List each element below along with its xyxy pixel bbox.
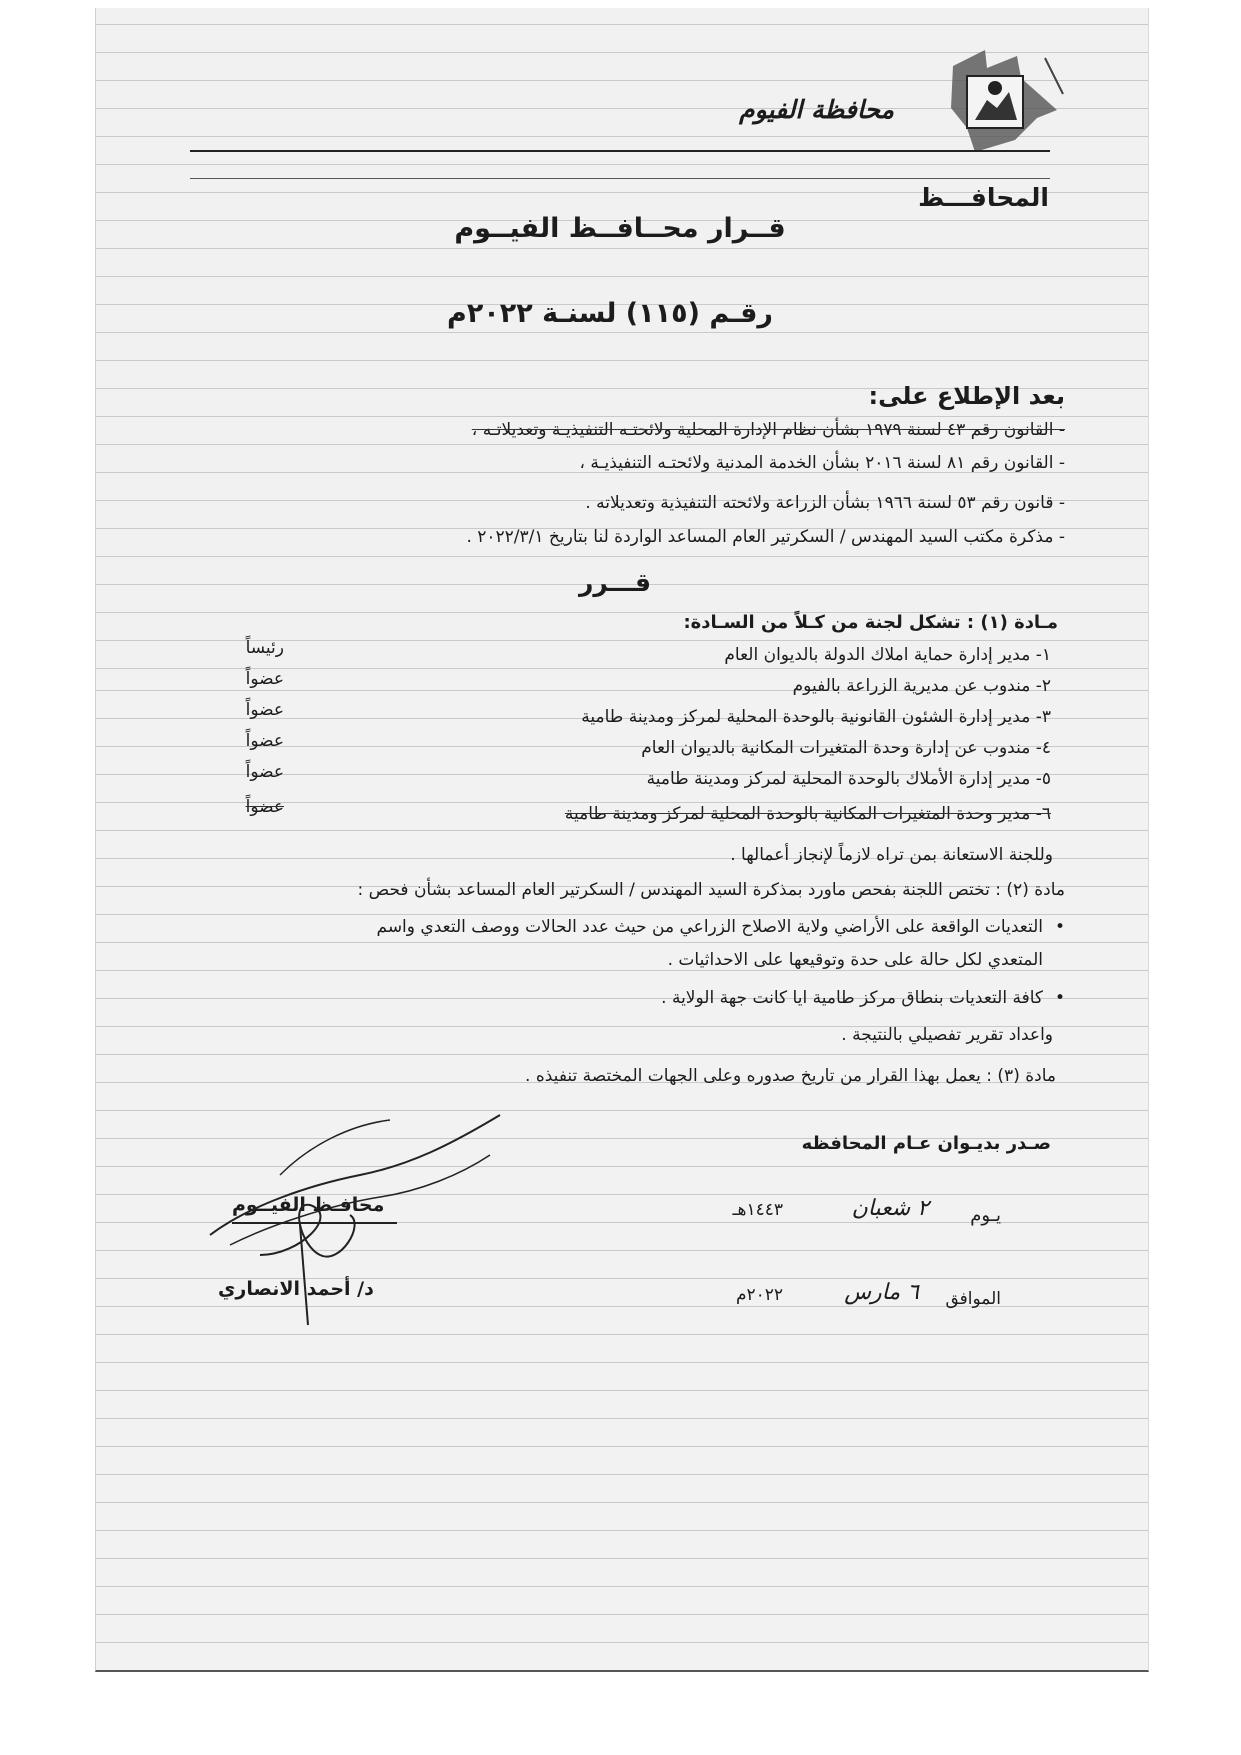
committee-member: ٢- مندوب عن مديرية الزراعة بالفيوم (792, 676, 1051, 696)
member-role: عضواً (245, 762, 284, 782)
bullet-item: كافة التعديات بنطاق مركز طامية ايا كانت جهة الولاية . (661, 988, 1043, 1008)
decree-title: قــرار محــافــظ الفيــوم (454, 213, 786, 244)
reference-line: - مذكرة مكتب السيد المهندس / السكرتير العام المساعد الواردة لنا بتاريخ ٢٠٢٢/٣/١ . (466, 527, 1065, 547)
bullet-item: التعديات الواقعة على الأراضي ولاية الاصلاح الزراعي من حيث عدد الحالات ووصف التعدي واسم (376, 917, 1043, 937)
committee-member: ٣- مدير إدارة الشئون القانونية بالوحدة المحلية لمركز ومدينة طامية (581, 707, 1051, 727)
governorate-name: محافظة الفيوم (739, 95, 894, 124)
governor-title: محافـظ الفيــوم (232, 1194, 385, 1216)
member-role: رئيساً (245, 638, 284, 658)
decided-heading: قـــرر (579, 568, 651, 597)
committee-member: ٦- مدير وحدة المتغيرات المكانية بالوحدة المحلية لمركز ومدينة طامية (564, 804, 1051, 824)
hijri-day: ٢ شعبان (851, 1196, 929, 1221)
bullet-mark: • (1054, 917, 1065, 937)
committee-member: ٤- مندوب عن إدارة وحدة المتغيرات المكانية بالديوان العام (641, 738, 1051, 758)
issued-at: صـدر بديـوان عـام المحافظه (801, 1133, 1051, 1154)
reference-line: - قانون رقم ٥٣ لسنة ١٩٦٦ بشأن الزراعة ولائحته التنفيذية وتعديلاته . (585, 493, 1065, 513)
preamble-heading: بعد الإطلاع على: (868, 382, 1065, 410)
bullet-mark: • (1054, 988, 1065, 1008)
governor-name: د/ أحمد الانصاري (218, 1278, 374, 1300)
committee-member: ٥- مدير إدارة الأملاك بالوحدة المحلية لمركز ومدينة طامية (646, 769, 1051, 789)
article-3: مادة (٣) : يعمل بهذا القرار من تاريخ صدوره وعلى الجهات المختصة تنفيذه . (525, 1066, 1056, 1086)
reference-line: - القانون رقم ٨١ لسنة ٢٠١٦ بشأن الخدمة المدنية ولائحتـه التنفيذيـة ، (579, 453, 1065, 473)
member-role: عضواً (245, 797, 284, 817)
decree-number: رقـم (١١٥) لسنـة ٢٠٢٢م (447, 298, 773, 329)
bullet-item-continuation: المتعدي لكل حالة على حدة وتوقيعها على الاحداثيات . (667, 950, 1043, 970)
member-role: عضواً (245, 700, 284, 720)
office-title: المحافـــظ (918, 183, 1049, 212)
header-divider (190, 150, 1050, 152)
office-divider (190, 178, 1050, 179)
report-clause: واعداد تقرير تفصيلي بالنتيجة . (841, 1025, 1053, 1045)
committee-member: ١- مدير إدارة حماية املاك الدولة بالديوان العام (724, 645, 1051, 665)
member-role: عضواً (245, 669, 284, 689)
gregorian-year: ٢٠٢٢م (735, 1285, 783, 1305)
article-1-heading: مـادة (١) : تشكل لجنة من كـلاً من السـادة: (683, 612, 1058, 633)
day-label: يـوم (970, 1205, 1001, 1226)
hijri-year: ١٤٤٣هـ (732, 1200, 783, 1220)
assistance-clause: وللجنة الاستعانة بمن تراه لازماً لإنجاز أعمالها . (730, 845, 1053, 865)
article-2-heading: مادة (٢) : تختص اللجنة بفحص ماورد بمذكرة السيد المهندس / السكرتير العام المساعد بشأن فحص : (357, 880, 1065, 900)
reference-line: - القانون رقم ٤٣ لسنة ١٩٧٩ بشأن نظام الإدارة المحلية ولائحتـه التنفيذيـة وتعديلاتـه ، (471, 420, 1065, 440)
governor-signature (190, 1105, 520, 1335)
gregorian-day: ٦ مارس (844, 1280, 919, 1305)
governorate-emblem-icon (945, 48, 1065, 158)
corresponds-label: الموافق (945, 1289, 1001, 1309)
member-role: عضواً (245, 731, 284, 751)
